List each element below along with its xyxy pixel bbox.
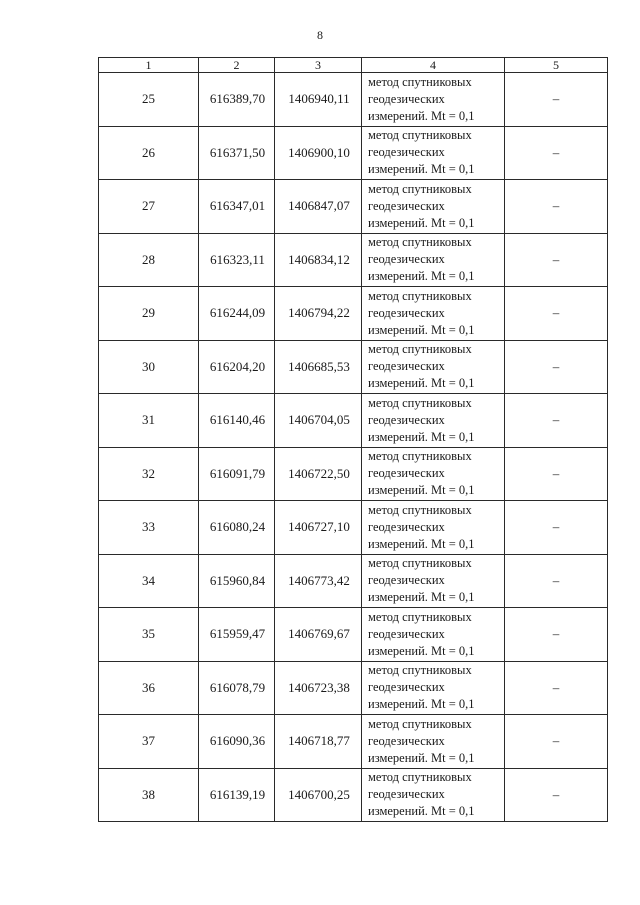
table-row bbox=[99, 661, 608, 715]
method-line: геодезических bbox=[368, 412, 445, 427]
header-row bbox=[99, 58, 608, 73]
note-cell: – bbox=[505, 73, 608, 127]
method-line: геодезических bbox=[368, 626, 445, 641]
method-line: геодезических bbox=[368, 145, 445, 160]
method-line: измерений. Mt = 0,1 bbox=[368, 483, 475, 498]
x-coordinate-cell: 616389,70 bbox=[199, 73, 275, 127]
method-line: измерений. Mt = 0,1 bbox=[368, 429, 475, 444]
y-coordinate-cell: 1406718,77 bbox=[275, 715, 362, 769]
method-line: геодезических bbox=[368, 91, 445, 106]
method-cell bbox=[362, 768, 505, 822]
point-number-cell: 28 bbox=[99, 233, 199, 287]
method-line: метод спутниковых bbox=[368, 395, 472, 410]
coordinates-table bbox=[98, 57, 608, 822]
column-header-2: 2 bbox=[199, 58, 275, 73]
y-coordinate-cell: 1406685,53 bbox=[275, 340, 362, 394]
method-line: геодезических bbox=[368, 305, 445, 320]
table-row bbox=[99, 340, 608, 394]
method-line: геодезических bbox=[368, 787, 445, 802]
method-line: метод спутниковых bbox=[368, 609, 472, 624]
table-row bbox=[99, 287, 608, 341]
method-line: геодезических bbox=[368, 519, 445, 534]
note-cell: – bbox=[505, 126, 608, 180]
point-number-cell: 36 bbox=[99, 661, 199, 715]
x-coordinate-cell: 615960,84 bbox=[199, 554, 275, 608]
method-cell bbox=[362, 661, 505, 715]
note-cell: – bbox=[505, 394, 608, 448]
table-row bbox=[99, 394, 608, 448]
column-header-1: 1 bbox=[99, 58, 199, 73]
y-coordinate-cell: 1406847,07 bbox=[275, 180, 362, 234]
x-coordinate-cell: 616347,01 bbox=[199, 180, 275, 234]
table-body bbox=[99, 73, 608, 822]
method-line: метод спутниковых bbox=[368, 128, 472, 143]
point-number-cell: 29 bbox=[99, 287, 199, 341]
table-row bbox=[99, 233, 608, 287]
method-line: метод спутниковых bbox=[368, 770, 472, 785]
method-line: измерений. Mt = 0,1 bbox=[368, 215, 475, 230]
method-line: измерений. Mt = 0,1 bbox=[368, 697, 475, 712]
column-header-5: 5 bbox=[505, 58, 608, 73]
method-line: измерений. Mt = 0,1 bbox=[368, 590, 475, 605]
method-line: метод спутниковых bbox=[368, 235, 472, 250]
method-line: измерений. Mt = 0,1 bbox=[368, 269, 475, 284]
note-cell: – bbox=[505, 233, 608, 287]
note-cell: – bbox=[505, 447, 608, 501]
table-row bbox=[99, 180, 608, 234]
y-coordinate-cell: 1406940,11 bbox=[275, 73, 362, 127]
method-line: измерений. Mt = 0,1 bbox=[368, 536, 475, 551]
point-number-cell: 38 bbox=[99, 768, 199, 822]
method-cell bbox=[362, 287, 505, 341]
table-header bbox=[99, 58, 608, 73]
y-coordinate-cell: 1406769,67 bbox=[275, 608, 362, 662]
note-cell: – bbox=[505, 768, 608, 822]
point-number-cell: 32 bbox=[99, 447, 199, 501]
method-cell bbox=[362, 180, 505, 234]
note-cell: – bbox=[505, 608, 608, 662]
method-line: метод спутниковых bbox=[368, 449, 472, 464]
method-line: геодезических bbox=[368, 198, 445, 213]
x-coordinate-cell: 616091,79 bbox=[199, 447, 275, 501]
method-cell bbox=[362, 715, 505, 769]
x-coordinate-cell: 616090,36 bbox=[199, 715, 275, 769]
method-line: геодезических bbox=[368, 252, 445, 267]
x-coordinate-cell: 616078,79 bbox=[199, 661, 275, 715]
method-line: измерений. Mt = 0,1 bbox=[368, 376, 475, 391]
table-row bbox=[99, 501, 608, 555]
x-coordinate-cell: 616140,46 bbox=[199, 394, 275, 448]
table-row bbox=[99, 126, 608, 180]
point-number-cell: 31 bbox=[99, 394, 199, 448]
point-number-cell: 25 bbox=[99, 73, 199, 127]
method-line: метод спутниковых bbox=[368, 556, 472, 571]
point-number-cell: 30 bbox=[99, 340, 199, 394]
method-line: метод спутниковых bbox=[368, 663, 472, 678]
method-line: геодезических bbox=[368, 466, 445, 481]
method-line: метод спутниковых bbox=[368, 181, 472, 196]
y-coordinate-cell: 1406794,22 bbox=[275, 287, 362, 341]
method-line: геодезических bbox=[368, 573, 445, 588]
method-line: геодезических bbox=[368, 733, 445, 748]
x-coordinate-cell: 616204,20 bbox=[199, 340, 275, 394]
method-line: метод спутниковых bbox=[368, 288, 472, 303]
x-coordinate-cell: 616244,09 bbox=[199, 287, 275, 341]
table-row bbox=[99, 608, 608, 662]
method-line: измерений. Mt = 0,1 bbox=[368, 750, 475, 765]
note-cell: – bbox=[505, 661, 608, 715]
x-coordinate-cell: 616371,50 bbox=[199, 126, 275, 180]
page-number: 8 bbox=[317, 28, 323, 42]
method-cell bbox=[362, 233, 505, 287]
point-number-cell: 34 bbox=[99, 554, 199, 608]
point-number-cell: 37 bbox=[99, 715, 199, 769]
y-coordinate-cell: 1406723,38 bbox=[275, 661, 362, 715]
note-cell: – bbox=[505, 501, 608, 555]
column-header-3: 3 bbox=[275, 58, 362, 73]
x-coordinate-cell: 616139,19 bbox=[199, 768, 275, 822]
y-coordinate-cell: 1406834,12 bbox=[275, 233, 362, 287]
note-cell: – bbox=[505, 715, 608, 769]
note-cell: – bbox=[505, 180, 608, 234]
x-coordinate-cell: 616323,11 bbox=[199, 233, 275, 287]
y-coordinate-cell: 1406773,42 bbox=[275, 554, 362, 608]
method-line: геодезических bbox=[368, 680, 445, 695]
method-line: метод спутниковых bbox=[368, 74, 472, 89]
method-line: измерений. Mt = 0,1 bbox=[368, 643, 475, 658]
method-cell bbox=[362, 126, 505, 180]
y-coordinate-cell: 1406700,25 bbox=[275, 768, 362, 822]
point-number-cell: 35 bbox=[99, 608, 199, 662]
note-cell: – bbox=[505, 287, 608, 341]
method-line: метод спутниковых bbox=[368, 502, 472, 517]
x-coordinate-cell: 616080,24 bbox=[199, 501, 275, 555]
method-line: измерений. Mt = 0,1 bbox=[368, 162, 475, 177]
point-number-cell: 26 bbox=[99, 126, 199, 180]
method-line: метод спутниковых bbox=[368, 716, 472, 731]
method-line: геодезических bbox=[368, 359, 445, 374]
y-coordinate-cell: 1406900,10 bbox=[275, 126, 362, 180]
method-cell bbox=[362, 554, 505, 608]
method-cell bbox=[362, 73, 505, 127]
method-line: измерений. Mt = 0,1 bbox=[368, 108, 475, 123]
x-coordinate-cell: 615959,47 bbox=[199, 608, 275, 662]
method-line: измерений. Mt = 0,1 bbox=[368, 322, 475, 337]
method-cell bbox=[362, 340, 505, 394]
point-number-cell: 33 bbox=[99, 501, 199, 555]
table-row bbox=[99, 73, 608, 127]
table-row bbox=[99, 715, 608, 769]
note-cell: – bbox=[505, 554, 608, 608]
method-cell bbox=[362, 608, 505, 662]
y-coordinate-cell: 1406722,50 bbox=[275, 447, 362, 501]
method-cell bbox=[362, 501, 505, 555]
point-number-cell: 27 bbox=[99, 180, 199, 234]
table-row bbox=[99, 768, 608, 822]
method-cell bbox=[362, 447, 505, 501]
y-coordinate-cell: 1406727,10 bbox=[275, 501, 362, 555]
note-cell: – bbox=[505, 340, 608, 394]
y-coordinate-cell: 1406704,05 bbox=[275, 394, 362, 448]
method-line: метод спутниковых bbox=[368, 342, 472, 357]
method-cell bbox=[362, 394, 505, 448]
column-header-4: 4 bbox=[362, 58, 505, 73]
table-row bbox=[99, 554, 608, 608]
table-row bbox=[99, 447, 608, 501]
method-line: измерений. Mt = 0,1 bbox=[368, 804, 475, 819]
